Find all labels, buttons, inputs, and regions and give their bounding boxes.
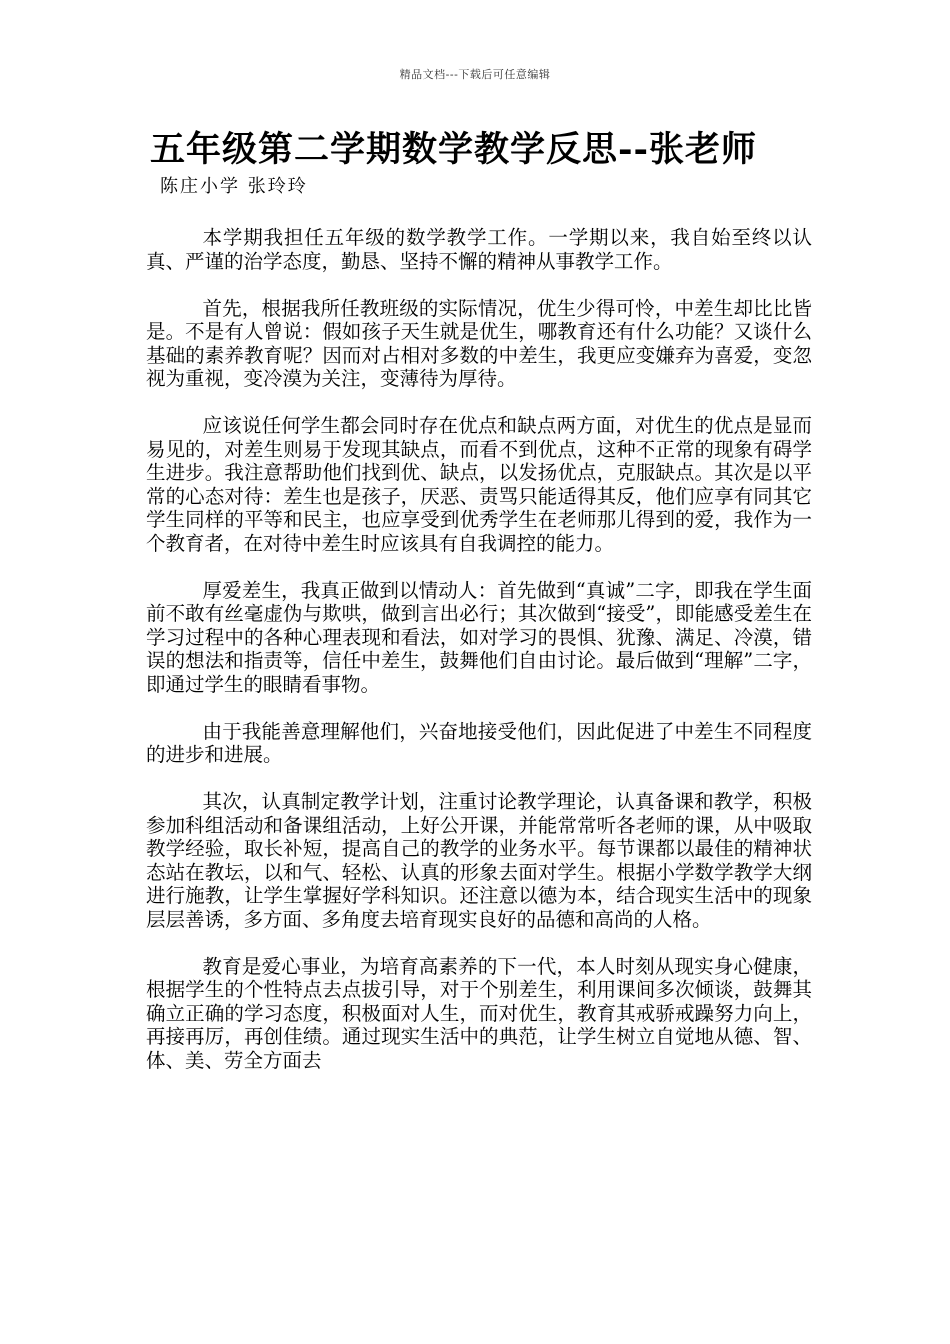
author-line: 陈庄小学 张玲玲	[160, 176, 308, 197]
paragraph-7: 教育是爱心事业，为培育高素养的下一代，本人时刻从现实身心健康，根据学生的个性特点去点拔引导，对于个别差生，利用课间多次倾谈，鼓舞其确立正确的学习态度，积极面对人生，而对优生，教育其戒骄戒躁努力向上，再接再厉，再创佳绩。通过现实生活中的典范，让学生树立自觉地从德、智、体、美、劳全方面去	[146, 954, 812, 1072]
paragraph-5: 由于我能善意理解他们，兴奋地接受他们，因此促进了中差生不同程度的进步和进展。	[146, 719, 812, 766]
document-body	[146, 226, 812, 1096]
header-note: 精品文档---下载后可任意编辑	[399, 68, 551, 81]
paragraph-3: 应该说任何学生都会同时存在优点和缺点两方面，对优生的优点是显而易见的，对差生则易于发现其缺点，而看不到优点，这种不正常的现象有碍学生进步。我注意帮助他们找到优、缺点，以发扬优点，克服缺点。其次是以平常的心态对待：差生也是孩子，厌恶、责骂只能适得其反，他们应享有同其它学生同样的平等和民主，也应享受到优秀学生在老师那儿得到的爱，我作为一个教育者，在对待中差生时应该具有自我调控的能力。	[146, 414, 812, 555]
paragraph-4: 厚爱差生，我真正做到以情动人：首先做到“真诚”二字，即我在学生面前不敢有丝毫虚伪与欺哄，做到言出必行；其次做到“接受”，即能感受差生在学习过程中的各种心理表现和看法，如对学习的畏惧、犹豫、满足、冷漠，错误的想法和指责等，信任中差生，鼓舞他们自由讨论。最后做到“理解”二字，即通过学生的眼睛看事物。	[146, 578, 812, 696]
paragraph-1: 本学期我担任五年级的数学教学工作。一学期以来，我自始至终以认真、严谨的治学态度，勤恳、坚持不懈的精神从事教学工作。	[146, 226, 812, 273]
paragraph-6: 其次，认真制定教学计划，注重讨论教学理论，认真备课和教学，积极参加科组活动和备课组活动，上好公开课，并能常常听各老师的课，从中吸取教学经验，取长补短，提高自己的教学的业务水平。每节课都以最佳的精神状态站在教坛，以和气、轻松、认真的形象去面对学生。根据小学数学教学大纲进行施教，让学生掌握好学科知识。还注意以德为本，结合现实生活中的现象层层善诱，多方面、多角度去培育现实良好的品德和高尚的人格。	[146, 790, 812, 931]
document-title: 五年级第二学期数学教学反思--张老师	[150, 129, 758, 170]
paragraph-2: 首先，根据我所任教班级的实际情况，优生少得可怜，中差生却比比皆是。不是有人曾说：假如孩子天生就是优生，哪教育还有什么功能？又谈什么基础的素养教育呢？因而对占相对多数的中差生，我更应变嫌弃为喜爱，变忽视为重视，变冷漠为关注，变薄待为厚待。	[146, 296, 812, 390]
